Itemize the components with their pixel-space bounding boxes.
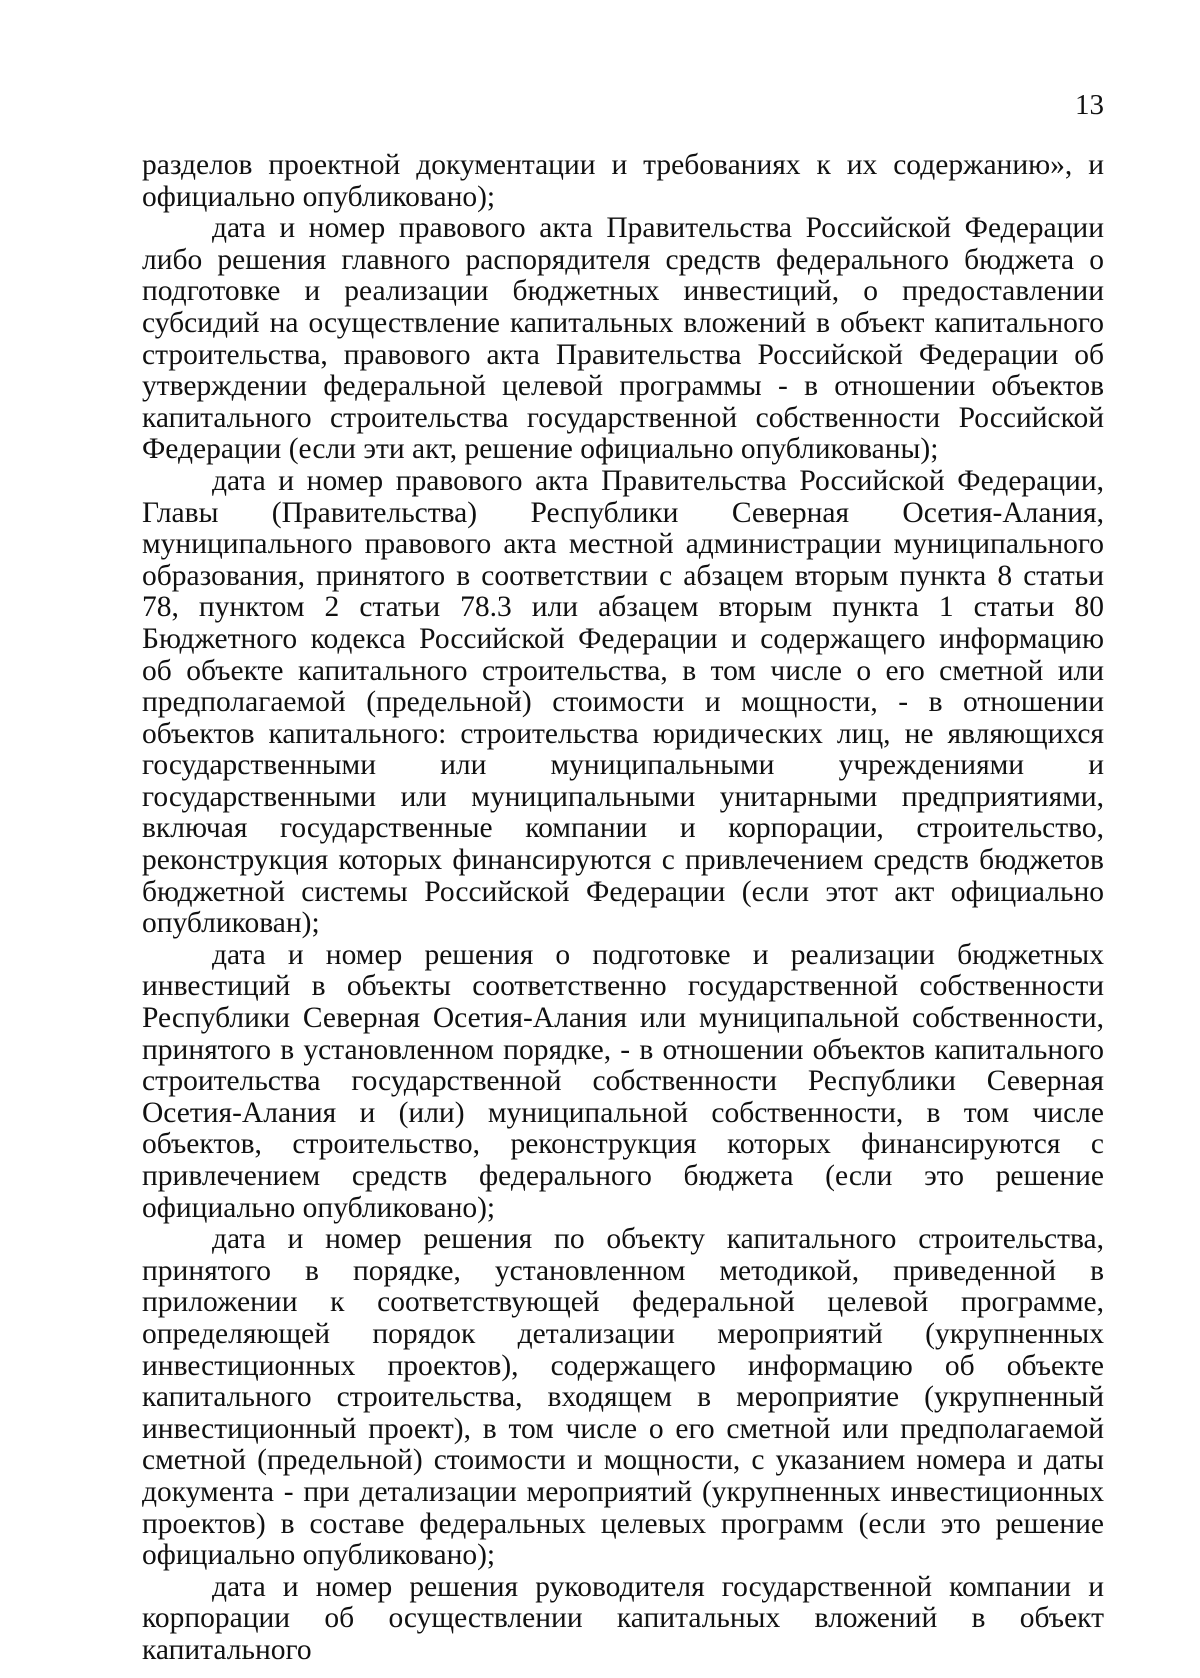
paragraph: дата и номер решения о подготовке и реализации бюджетных инвестиций в объекты соответственно государственной собственности Республики Северная Осетия-Алания или муниципальной собственности, принятого в установленном порядке, - в отношении объектов капитального строительства государственной собственности Республики Северная Осетия-Алания и (или) муниципальной собственности, в том числе объектов, строительство, реконструкция которых финансируются с привлечением средств федерального бюджета (если это решение официально опубликовано); <box>142 938 1104 1224</box>
paragraph: дата и номер правового акта Правительства Российской Федерации, Главы (Правительства) Республики Северная Осетия-Алания, муниципального правового акта местной администрации муниципального образования, принятого в соответствии с абзацем вторым пункта 8 статьи 78, пунктом 2 статьи 78.3 или абзацем вторым пункта 1 статьи 80 Бюджетного кодекса Российской Федерации и содержащего информацию об объекте капитального строительства, в том числе о его сметной или предполагаемой (предельной) стоимости и мощности, - в отношении объектов капитального: строительства юридических лиц, не являющихся государственными или муниципальными учреждениями и государственными или муниципальными унитарными предприятиями, включая государственные компании и корпорации, строительство, реконструкция которых финансируются с привлечением средств бюджетов бюджетной системы Российской Федерации (если этот акт официально опубликован); <box>142 464 1104 940</box>
paragraph: дата и номер правового акта Правительства Российской Федерации либо решения главного распорядителя средств федерального бюджета о подготовке и реализации бюджетных инвестиций, о предоставлении субсидий на осуществление капитальных вложений в объект капитального строительства, правового акта Правительства Российской Федерации об утверждении федеральной целевой программы - в отношении объектов капитального строительства государственной собственности Российской Федерации (если эти акт, решение официально опубликованы); <box>142 212 1104 466</box>
paragraph: разделов проектной документации и требованиях к их содержанию», и официально опубликовано); <box>142 149 1104 213</box>
paragraph: дата и номер решения руководителя государственной компании и корпорации об осуществлении капитальных вложений в объект капитального <box>142 1570 1104 1666</box>
page-number: 13 <box>1075 89 1104 121</box>
paragraph: дата и номер решения по объекту капитального строительства, принятого в порядке, установленном методикой, приведенной в приложении к соответствующей федеральной целевой программе, определяющей порядок детализации мероприятий (укрупненных инвестиционных проектов), содержащего информацию об объекте капитального строительства, входящем в мероприятие (укрупненный инвестиционный проект), в том числе о его сметной или предполагаемой сметной (предельной) стоимости и мощности, с указанием номера и даты документа - при детализации мероприятий (укрупненных инвестиционных проектов) в составе федеральных целевых программ (если это решение официально опубликовано); <box>142 1223 1104 1572</box>
document-body <box>142 150 1104 1667</box>
